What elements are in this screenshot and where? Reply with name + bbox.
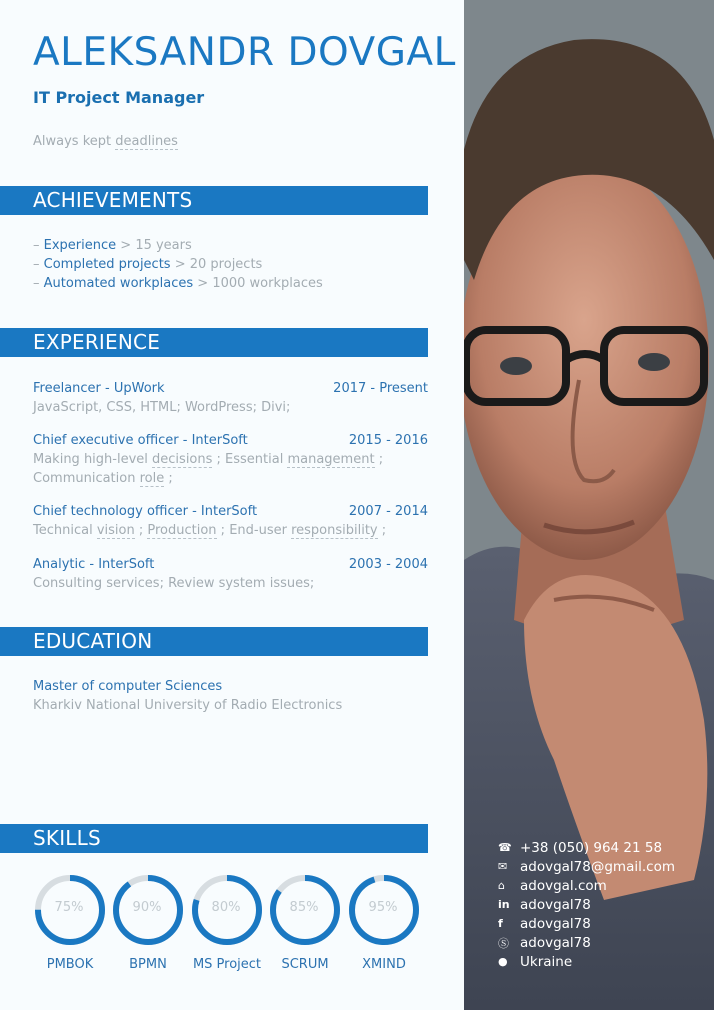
- job-period: 2003 - 2004: [348, 557, 428, 572]
- job-period: 2007 - 2014: [348, 504, 428, 519]
- contact-linkedin[interactable]: in adovgal78: [498, 896, 591, 913]
- job-entry: [33, 379, 428, 417]
- degree: Master of computer Sciences: [33, 679, 223, 694]
- skill-ring: [111, 873, 185, 972]
- skill-ring: [190, 873, 264, 972]
- contacts-list: [498, 838, 675, 971]
- job-entry: [33, 502, 428, 540]
- tagline-prefix: Always kept: [33, 134, 116, 149]
- job-description: Making high-level decisions ; Essential management ; Communication role ;: [33, 452, 384, 486]
- skill-percent: 85%: [289, 900, 319, 915]
- contact-facebook[interactable]: f adovgal78: [498, 915, 591, 932]
- skill-ring: [347, 873, 421, 972]
- contact-email[interactable]: ✉ adovgal78@gmail.com: [498, 858, 675, 875]
- skill-label: BPMN: [129, 957, 167, 972]
- achievements-heading-bar: [0, 186, 428, 215]
- achievement-item: – Experience > 15 years: [33, 238, 192, 253]
- skill-percent: 75%: [54, 900, 84, 915]
- job-description: Consulting services; Review system issues;: [33, 576, 315, 591]
- phone-icon: ☎: [498, 841, 512, 854]
- job-description: JavaScript, CSS, HTML; WordPress; Divi;: [33, 400, 291, 415]
- job-period: 2015 - 2016: [348, 433, 428, 448]
- experience-heading: EXPERIENCE: [33, 330, 161, 354]
- education-entry: [33, 677, 342, 715]
- achievement-item: – Automated workplaces > 1000 workplaces: [33, 276, 323, 291]
- education-heading-bar: [0, 627, 428, 656]
- job-period: 2017 - Present: [333, 381, 428, 396]
- home-icon: ⌂: [498, 879, 505, 892]
- experience-heading-bar: [0, 328, 428, 357]
- skill-ring: [268, 873, 342, 972]
- skype-icon: Ⓢ: [498, 936, 509, 950]
- skill-percent: 95%: [368, 900, 398, 915]
- job-role: Chief technology officer - InterSoft: [33, 504, 258, 519]
- job-title: IT Project Manager: [33, 88, 205, 107]
- skill-label: XMIND: [362, 957, 406, 972]
- skills-heading: SKILLS: [33, 826, 101, 850]
- job-role: Chief executive officer - InterSoft: [33, 433, 248, 448]
- contact-website[interactable]: ⌂ adovgal.com: [498, 877, 607, 894]
- candidate-name: ALEKSANDR DOVGAL: [33, 30, 456, 75]
- job-role: Freelancer - UpWork: [33, 381, 165, 396]
- achievement-item: – Completed projects > 20 projects: [33, 257, 263, 272]
- skill-ring: [33, 873, 107, 972]
- job-role: Analytic - InterSoft: [33, 557, 155, 572]
- contact-skype[interactable]: Ⓢ adovgal78: [498, 934, 591, 951]
- achievements-heading: ACHIEVEMENTS: [33, 188, 193, 212]
- contact-location: ● Ukraine: [498, 953, 573, 970]
- tagline: [33, 134, 178, 149]
- linkedin-icon: in: [498, 898, 510, 911]
- skill-label: MS Project: [192, 957, 262, 972]
- skill-label: PMBOK: [46, 957, 94, 972]
- school: Kharkiv National University of Radio Electronics: [33, 698, 343, 713]
- skill-label: SCRUM: [281, 957, 329, 972]
- skills-heading-bar: [0, 824, 428, 853]
- tagline-link[interactable]: deadlines: [115, 134, 178, 149]
- job-entry: [33, 431, 428, 488]
- job-entry: [33, 555, 428, 593]
- skill-percent: 90%: [132, 900, 162, 915]
- facebook-icon: f: [498, 917, 503, 930]
- globe-icon: ●: [498, 955, 508, 968]
- contact-phone[interactable]: ☎ +38 (050) 964 21 58: [498, 839, 663, 856]
- job-description: Technical vision ; Production ; End-user responsibility ;: [33, 523, 387, 538]
- skill-percent: 80%: [211, 900, 241, 915]
- education-heading: EDUCATION: [33, 629, 153, 653]
- mail-icon: ✉: [498, 860, 508, 873]
